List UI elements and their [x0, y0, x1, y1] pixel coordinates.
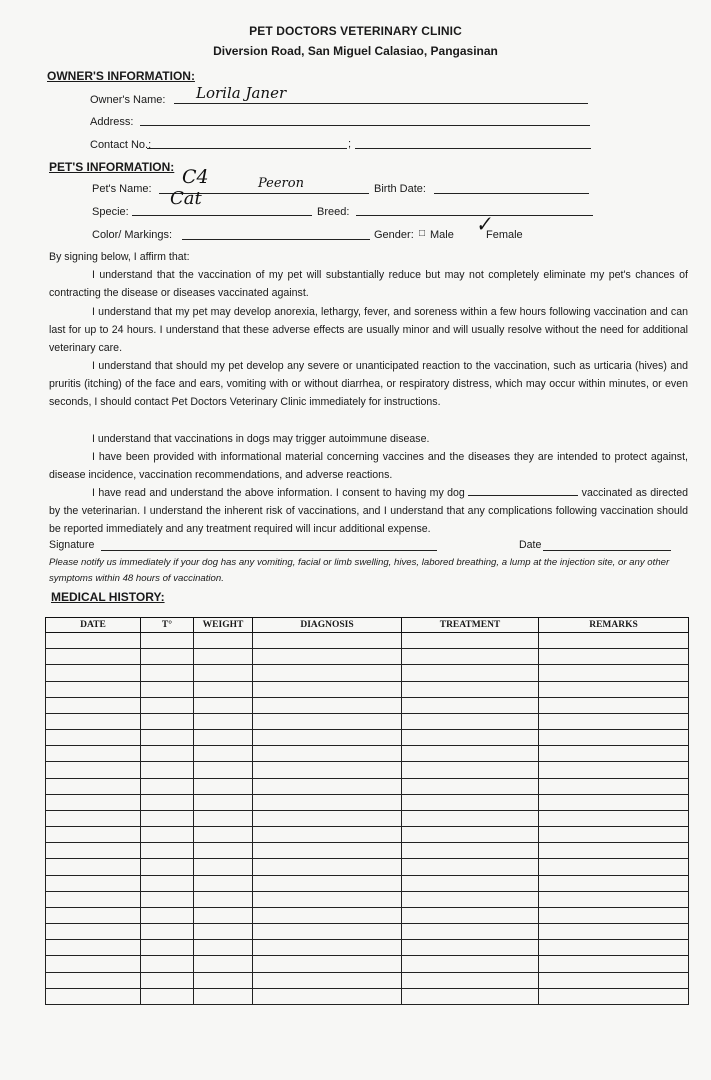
consent-paragraph-2: [49, 303, 688, 358]
table-row: [46, 924, 689, 940]
table-cell[interactable]: [253, 794, 402, 810]
table-cell[interactable]: [539, 972, 689, 988]
table-cell[interactable]: [46, 778, 141, 794]
contact-field-2[interactable]: [355, 148, 591, 149]
table-cell[interactable]: [539, 681, 689, 697]
table-cell[interactable]: [46, 649, 141, 665]
table-cell[interactable]: [539, 907, 689, 923]
signature-label: Signature: [49, 539, 95, 551]
table-cell[interactable]: [194, 697, 253, 713]
table-row: [46, 665, 689, 681]
table-cell[interactable]: [46, 713, 141, 729]
table-row: [46, 778, 689, 794]
table-cell[interactable]: [141, 778, 194, 794]
table-cell[interactable]: [402, 681, 539, 697]
table-cell[interactable]: [194, 827, 253, 843]
table-cell[interactable]: [194, 665, 253, 681]
column-header-remarks: REMARKS: [539, 618, 689, 633]
column-header-diagnosis: DIAGNOSIS: [253, 618, 402, 633]
table-cell[interactable]: [539, 891, 689, 907]
table-cell[interactable]: [253, 956, 402, 972]
table-cell[interactable]: [402, 972, 539, 988]
table-cell[interactable]: [253, 713, 402, 729]
table-cell[interactable]: [253, 827, 402, 843]
table-cell[interactable]: [253, 972, 402, 988]
table-row: [46, 730, 689, 746]
table-cell[interactable]: [141, 649, 194, 665]
pet-section-title: PET'S INFORMATION:: [49, 160, 175, 174]
consent-paragraph-3: [49, 357, 688, 412]
dog-name-field[interactable]: [468, 487, 578, 496]
table-cell[interactable]: [141, 956, 194, 972]
table-cell[interactable]: [141, 762, 194, 778]
consent-paragraph-4: [49, 430, 688, 448]
table-cell[interactable]: [402, 907, 539, 923]
table-cell[interactable]: [46, 956, 141, 972]
table-cell[interactable]: [402, 891, 539, 907]
table-cell[interactable]: [402, 730, 539, 746]
table-cell[interactable]: [402, 778, 539, 794]
table-cell[interactable]: [253, 988, 402, 1004]
male-checkbox[interactable]: □: [419, 228, 426, 239]
table-cell[interactable]: [46, 972, 141, 988]
table-cell[interactable]: [46, 827, 141, 843]
specie-label: Specie:: [92, 206, 129, 218]
table-row: [46, 827, 689, 843]
table-row: [46, 891, 689, 907]
table-cell[interactable]: [46, 762, 141, 778]
consent-paragraph-1-text: I understand that the vaccination of my pet will substantially reduce but may not completely eliminate my pet's chances of contracting the disease or diseases vaccinated against.: [49, 269, 688, 300]
table-cell[interactable]: [46, 746, 141, 762]
color-markings-field[interactable]: [182, 239, 370, 240]
table-cell[interactable]: [539, 988, 689, 1004]
table-cell[interactable]: [194, 972, 253, 988]
table-cell[interactable]: [253, 681, 402, 697]
table-cell[interactable]: [402, 649, 539, 665]
table-cell[interactable]: [46, 730, 141, 746]
table-cell[interactable]: [194, 778, 253, 794]
table-cell[interactable]: [402, 697, 539, 713]
table-cell[interactable]: [539, 633, 689, 649]
notice-text: Please notify us immediately if your dog has any vomiting, facial or limb swelling, hives, labored breathing, a lump at the injection site, or any other symptoms within 48 hours of vaccination.: [49, 557, 670, 584]
table-cell[interactable]: [539, 794, 689, 810]
specie-value: Cat: [170, 188, 202, 209]
male-label: Male: [430, 229, 454, 241]
table-cell[interactable]: [141, 988, 194, 1004]
table-cell[interactable]: [46, 907, 141, 923]
table-cell[interactable]: [402, 875, 539, 891]
table-cell[interactable]: [194, 649, 253, 665]
table-cell[interactable]: [46, 794, 141, 810]
table-cell[interactable]: [194, 762, 253, 778]
owner-name-value: Lorila Janer: [196, 84, 287, 102]
table-cell[interactable]: [141, 843, 194, 859]
table-cell[interactable]: [194, 746, 253, 762]
clinic-address: Diversion Road, San Miguel Calasiao, Pangasinan: [213, 44, 498, 58]
color-markings-label: Color/ Markings:: [92, 229, 173, 241]
table-cell[interactable]: [194, 924, 253, 940]
table-cell[interactable]: [141, 859, 194, 875]
table-cell[interactable]: [539, 746, 689, 762]
table-row: [46, 810, 689, 826]
contact-field-1[interactable]: [147, 148, 347, 149]
table-cell[interactable]: [141, 940, 194, 956]
table-cell[interactable]: [194, 940, 253, 956]
table-cell[interactable]: [402, 843, 539, 859]
table-cell[interactable]: [194, 843, 253, 859]
table-cell[interactable]: [46, 875, 141, 891]
table-cell[interactable]: [253, 940, 402, 956]
table-cell[interactable]: [194, 859, 253, 875]
table-cell[interactable]: [253, 697, 402, 713]
table-cell[interactable]: [46, 810, 141, 826]
table-cell[interactable]: [402, 988, 539, 1004]
table-cell[interactable]: [539, 730, 689, 746]
date-label: Date: [519, 539, 542, 551]
table-row: [46, 859, 689, 875]
table-cell[interactable]: [46, 697, 141, 713]
table-cell[interactable]: [253, 778, 402, 794]
table-cell[interactable]: [539, 924, 689, 940]
table-cell[interactable]: [253, 730, 402, 746]
consent-paragraph-5: [49, 448, 688, 484]
column-header-weight: WEIGHT: [194, 618, 253, 633]
table-cell[interactable]: [141, 827, 194, 843]
table-cell[interactable]: [141, 665, 194, 681]
table-cell[interactable]: [46, 924, 141, 940]
column-header-treatment: TREATMENT: [402, 618, 539, 633]
table-cell[interactable]: [141, 681, 194, 697]
table-cell[interactable]: [539, 859, 689, 875]
address-field[interactable]: [140, 125, 590, 126]
contact-label: Contact No.:: [90, 139, 152, 151]
table-row: [46, 907, 689, 923]
birth-date-field[interactable]: [434, 193, 589, 194]
table-cell[interactable]: [402, 633, 539, 649]
table-cell[interactable]: [253, 665, 402, 681]
table-cell[interactable]: [141, 697, 194, 713]
table-cell[interactable]: [141, 891, 194, 907]
specie-field[interactable]: [132, 215, 312, 216]
table-cell[interactable]: [141, 746, 194, 762]
table-cell[interactable]: [253, 633, 402, 649]
table-cell[interactable]: [46, 891, 141, 907]
table-header-row: [46, 618, 689, 633]
table-cell[interactable]: [539, 697, 689, 713]
table-cell[interactable]: [539, 956, 689, 972]
table-cell[interactable]: [194, 794, 253, 810]
table-cell[interactable]: [539, 762, 689, 778]
date-field[interactable]: [543, 550, 671, 551]
table-cell[interactable]: [194, 633, 253, 649]
table-row: [46, 633, 689, 649]
table-cell[interactable]: [141, 924, 194, 940]
table-cell[interactable]: [46, 633, 141, 649]
table-cell[interactable]: [46, 859, 141, 875]
consent-paragraph-3-text: I understand that should my pet develop any severe or unanticipated reaction to the vaccination, such as urticaria (hives) and pruritis (itching) of the face and ears, vomiting with or without diarrhea, or respiratory distress, which may occur within minutes, or even seconds, I should contact Pet Doctors Veterinary Clinic immediately for instructions.: [49, 360, 688, 409]
table-cell[interactable]: [539, 665, 689, 681]
table-cell[interactable]: [46, 940, 141, 956]
table-cell[interactable]: [194, 730, 253, 746]
table-cell[interactable]: [402, 762, 539, 778]
female-label: Female: [486, 229, 523, 241]
consent-paragraph-6-start: I have read and understand the above information. I consent to having my dog: [92, 487, 465, 499]
table-cell[interactable]: [141, 730, 194, 746]
table-cell[interactable]: [253, 649, 402, 665]
consent-paragraph-6: [49, 484, 688, 539]
table-row: [46, 875, 689, 891]
female-checkmark[interactable]: ✓: [473, 210, 494, 238]
pet-name-value-2: Peeron: [258, 176, 304, 191]
medical-history-table: [45, 617, 689, 1005]
table-cell[interactable]: [539, 843, 689, 859]
signature-field[interactable]: [101, 550, 437, 551]
consent-paragraph-6-mid: vaccinated: [581, 487, 633, 499]
table-cell[interactable]: [253, 891, 402, 907]
table-cell[interactable]: [253, 810, 402, 826]
table-cell[interactable]: [539, 713, 689, 729]
consent-paragraph-6-end: as directed by the veterinarian. I understand the inherent risk of vaccinations, and I understand that any complications following vaccination should be reported immediately and any treatment required will incur additional expense.: [49, 487, 688, 536]
table-row: [46, 746, 689, 762]
table-cell[interactable]: [402, 665, 539, 681]
table-cell[interactable]: [194, 810, 253, 826]
table-cell[interactable]: [539, 940, 689, 956]
table-row: [46, 956, 689, 972]
table-cell[interactable]: [539, 827, 689, 843]
table-cell[interactable]: [46, 988, 141, 1004]
table-row: [46, 681, 689, 697]
pet-name-label: Pet's Name:: [92, 183, 152, 195]
table-cell[interactable]: [253, 843, 402, 859]
table-cell[interactable]: [194, 988, 253, 1004]
table-cell[interactable]: [141, 972, 194, 988]
table-cell[interactable]: [402, 713, 539, 729]
table-row: [46, 762, 689, 778]
table-cell[interactable]: [194, 681, 253, 697]
consent-paragraph-1: [49, 266, 688, 302]
consent-paragraph-5-text: I have been provided with informational material concerning vaccines and the diseases they are intended to protect against, disease incidence, vaccination recommendations, and adverse reactions.: [49, 451, 688, 482]
table-row: [46, 649, 689, 665]
table-cell[interactable]: [539, 778, 689, 794]
table-cell[interactable]: [141, 713, 194, 729]
table-cell[interactable]: [402, 859, 539, 875]
table-cell[interactable]: [194, 907, 253, 923]
table-cell[interactable]: [402, 746, 539, 762]
table-cell[interactable]: [539, 875, 689, 891]
table-cell[interactable]: [253, 875, 402, 891]
table-cell[interactable]: [402, 794, 539, 810]
medical-history-title: MEDICAL HISTORY:: [51, 590, 165, 604]
clinic-name: PET DOCTORS VETERINARY CLINIC: [249, 24, 462, 38]
table-cell[interactable]: [253, 907, 402, 923]
birth-date-label: Birth Date:: [374, 183, 426, 195]
owner-name-label: Owner's Name:: [90, 94, 166, 106]
table-cell[interactable]: [402, 924, 539, 940]
table-cell[interactable]: [253, 924, 402, 940]
table-row: [46, 713, 689, 729]
table-cell[interactable]: [194, 713, 253, 729]
column-header-date: DATE: [46, 618, 141, 633]
table-cell[interactable]: [141, 875, 194, 891]
table-row: [46, 843, 689, 859]
pet-name-value: C4: [182, 166, 209, 188]
consent-intro: By signing below, I affirm that:: [49, 251, 190, 263]
table-row: [46, 940, 689, 956]
table-cell[interactable]: [194, 891, 253, 907]
table-cell[interactable]: [253, 746, 402, 762]
owner-name-field[interactable]: [174, 103, 588, 104]
table-row: [46, 697, 689, 713]
table-cell[interactable]: [539, 810, 689, 826]
address-label: Address:: [90, 116, 134, 128]
table-cell[interactable]: [402, 827, 539, 843]
table-cell[interactable]: [402, 956, 539, 972]
table-cell[interactable]: [141, 810, 194, 826]
table-cell[interactable]: [141, 907, 194, 923]
table-cell[interactable]: [402, 810, 539, 826]
consent-paragraph-2-text: I understand that my pet may develop anorexia, lethargy, fever, and soreness within a few hours following vaccination and can last for up to 24 hours. I understand that these adverse effects are usually minor and will usually resolve without the need for additional veterinary care.: [49, 306, 688, 355]
table-cell[interactable]: [402, 940, 539, 956]
table-cell[interactable]: [253, 859, 402, 875]
column-header-temperature: T°: [141, 618, 194, 633]
owner-section-title: OWNER'S INFORMATION:: [47, 69, 195, 83]
table-cell[interactable]: [253, 762, 402, 778]
table-cell[interactable]: [46, 681, 141, 697]
consent-paragraph-4-text: I understand that vaccinations in dogs may trigger autoimmune disease.: [92, 433, 430, 445]
table-cell[interactable]: [141, 794, 194, 810]
table-cell[interactable]: [46, 665, 141, 681]
table-cell[interactable]: [539, 649, 689, 665]
table-row: [46, 972, 689, 988]
table-row: [46, 988, 689, 1004]
table-cell[interactable]: [194, 875, 253, 891]
table-cell[interactable]: [194, 956, 253, 972]
table-cell[interactable]: [46, 843, 141, 859]
table-cell[interactable]: [141, 633, 194, 649]
gender-label: Gender:: [374, 229, 414, 241]
table-row: [46, 794, 689, 810]
breed-label: Breed:: [317, 206, 350, 218]
